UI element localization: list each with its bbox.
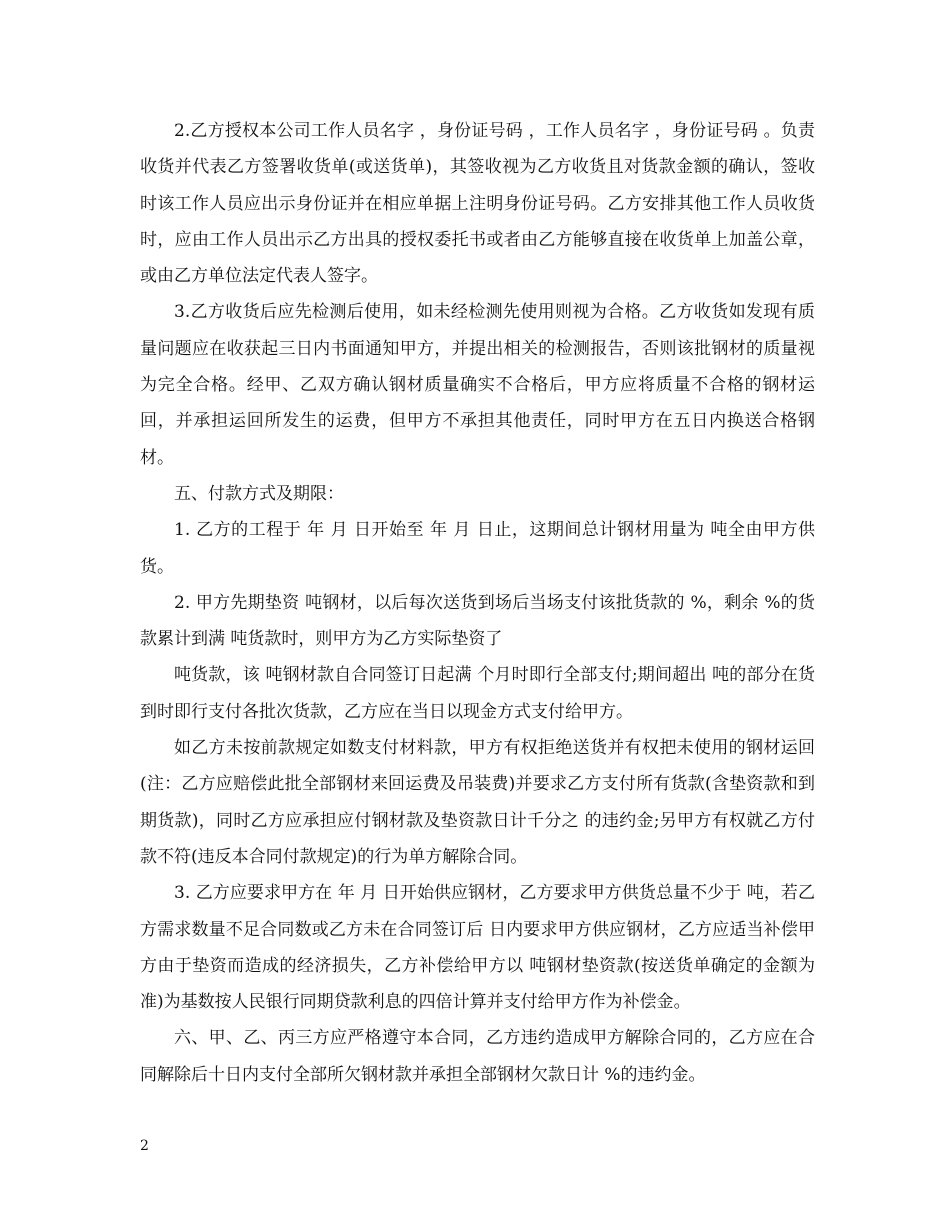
paragraph-supply-requirement: 3. 乙方应要求甲方在 年 月 日开始供应钢材，乙方要求甲方供货总量不少于 吨，若乙方需求数量不足合同数或乙方未在合同签订后 日内要求甲方供应钢材，乙方应适当补偿甲方由于垫资而造成的经济损失，乙方补偿给甲方以 吨钢材垫资款(按送货单确定的金额为准)为基数按人民银行同期贷款利息的四倍计算并支付给甲方作为补偿金。	[140, 883, 815, 1013]
paragraph-quality-inspection: 3.乙方收货后应先检测后使用，如未经检测先使用则视为合格。乙方收货如发现有质量问题应在收获起三日内书面通知甲方，并提出相关的检测报告，否则该批钢材的质量视为完全合格。经甲、乙双方确认钢材质量确实不合格后，甲方应将质量不合格的钢材运回，并承担运回所发生的运费，但甲方不承担其他责任，同时甲方在五日内换送合格钢材。	[140, 302, 815, 468]
document-body	[140, 113, 815, 1093]
paragraph-default-penalty: 如乙方未按前款规定如数支付材料款，甲方有权拒绝送货并有权把未使用的钢材运回(注：乙方应赔偿此批全部钢材来回运费及吊装费)并要求乙方支付所有货款(含垫资款和到期货款)，同时乙方应承担应付钢材款及垫资款日计千分之 的违约金;另甲方有权就乙方付款不符(违反本合同付款规定)的行为单方解除合同。	[140, 738, 815, 867]
page-number: 2	[140, 1138, 149, 1154]
section-heading-payment: 五、付款方式及期限：	[174, 483, 344, 504]
paragraph-authorized-receiver: 2.乙方授权本公司工作人员名字 ，身份证号码 ，工作人员名字 ，身份证号码 。负责收货并代表乙方签署收货单(或送货单)，其签收视为乙方收货且对货款金额的确认，签收时该工作人员应出示身份证并在相应单据上注明身份证号码。乙方安排其他工作人员收货时，应由工作人员出示乙方出具的授权委托书或者由乙方能够直接在收货单上加盖公章，或由乙方单位法定代表人签字。	[140, 121, 815, 287]
paragraph-advance-payment: 2. 甲方先期垫资 吨钢材，以后每次送货到场后当场支付该批货款的 %，剩余 %的货款累计到满 吨货款时，则甲方为乙方实际垫资了	[140, 592, 815, 650]
section-heading-compliance: 六、甲、乙、丙三方应严格遵守本合同，乙方违约造成甲方解除合同的，乙方应在合同解除后十日内支付全部所欠钢材款并承担全部钢材欠款日计 %的违约金。	[140, 1028, 815, 1085]
paragraph-project-period: 1. 乙方的工程于 年 月 日开始至 年 月 日止，这期间总计钢材用量为 吨全由甲方供货。	[140, 520, 815, 577]
paragraph-payment-term: 吨货款，该 吨钢材款自合同签订日起满 个月时即行全部支付;期间超出 吨的部分在货到时即行支付各批次货款，乙方应在当日以现金方式支付给甲方。	[140, 665, 815, 722]
